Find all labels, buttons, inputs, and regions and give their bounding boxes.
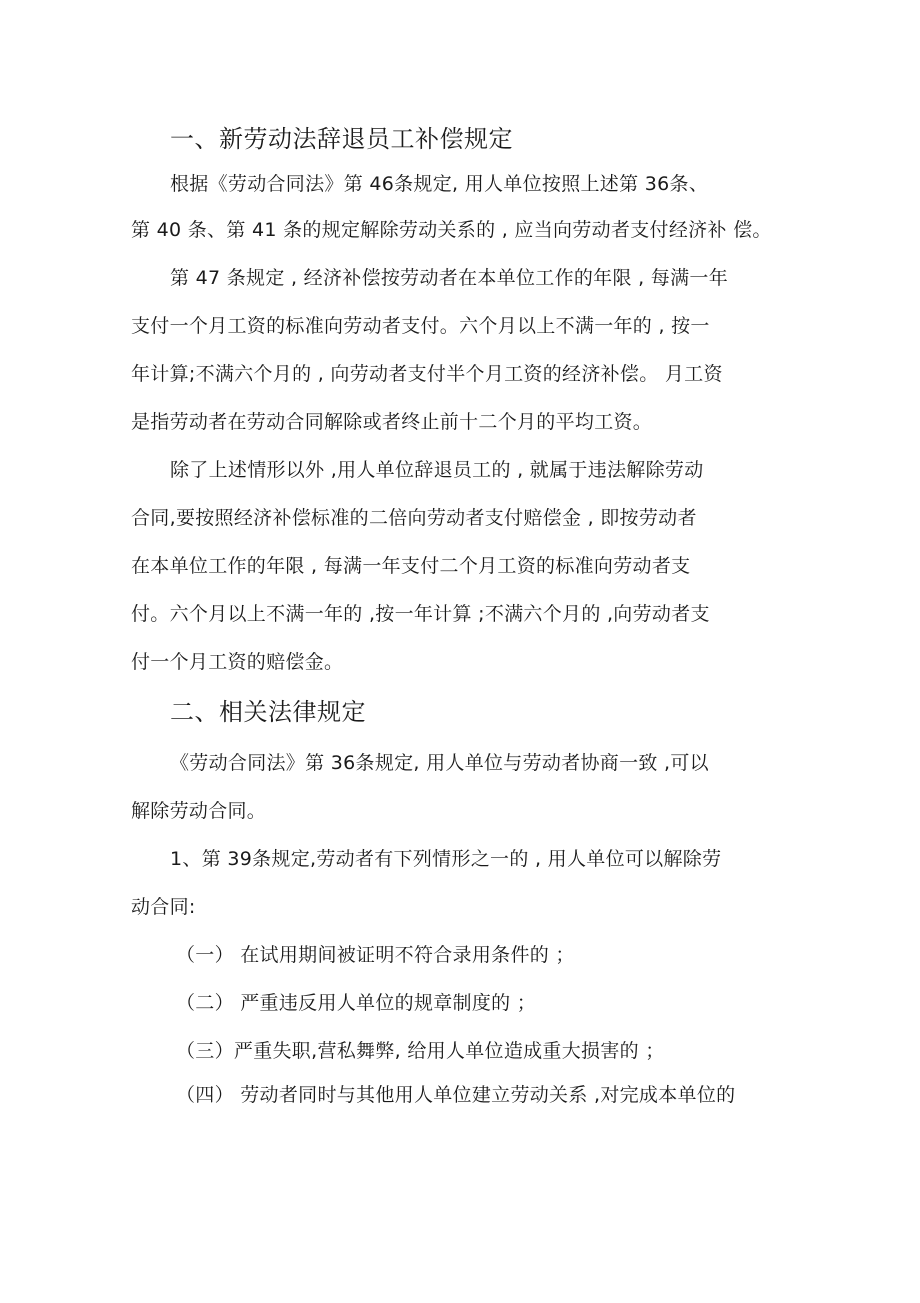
paragraph-line: 除了上述情形以外 ,用人单位辞退员工的 , 就属于违法解除劳动	[170, 459, 704, 481]
paragraph-line: 第 40 条、第 41 条的规定解除劳动关系的 , 应当向劳动者支付经济补 偿。	[131, 219, 772, 241]
paragraph-line: 解除劳动合同。	[131, 800, 267, 822]
paragraph-line: 1、第 39条规定,劳动者有下列情形之一的 , 用人单位可以解除劳	[170, 848, 722, 870]
list-item: （二） 严重违反用人单位的规章制度的 ；	[176, 992, 537, 1014]
paragraph-line: 动合同:	[131, 896, 196, 918]
paragraph-line: 在本单位工作的年限 , 每满一年支付二个月工资的标准向劳动者支	[131, 555, 691, 577]
section-heading-2: 二、相关法律规定	[170, 698, 366, 726]
paragraph-line: 第 47 条规定 , 经济补偿按劳动者在本单位工作的年限 , 每满一年	[170, 267, 728, 289]
section-heading-1: 一、新劳动法辞退员工补偿规定	[170, 125, 513, 153]
paragraph-line: 付。六个月以上不满一年的 ,按一年计算 ;不满六个月的 ,向劳动者支	[131, 603, 710, 625]
paragraph-line: 《劳动合同法》第 36条规定, 用人单位与劳动者协商一致 ,可以	[170, 752, 709, 774]
list-item: （四） 劳动者同时与其他用人单位建立劳动关系 ,对完成本单位的	[176, 1084, 736, 1106]
paragraph-line: 付一个月工资的赔偿金。	[131, 651, 344, 673]
paragraph-line: 是指劳动者在劳动合同解除或者终止前十二个月的平均工资。	[131, 411, 653, 433]
paragraph-line: 支付一个月工资的标准向劳动者支付。六个月以上不满一年的 , 按一	[131, 315, 710, 337]
paragraph-line: 根据《劳动合同法》第 46条规定, 用人单位按照上述第 36条、	[170, 173, 709, 195]
list-item: （三）严重失职,营私舞弊, 给用人单位造成重大损害的 ；	[176, 1040, 665, 1062]
paragraph-line: 合同,要按照经济补偿标准的二倍向劳动者支付赔偿金 , 即按劳动者	[131, 507, 697, 529]
list-item: （一） 在试用期间被证明不符合录用条件的 ；	[176, 944, 575, 966]
paragraph-line: 年计算;不满六个月的 , 向劳动者支付半个月工资的经济补偿。 月工资	[131, 363, 723, 385]
